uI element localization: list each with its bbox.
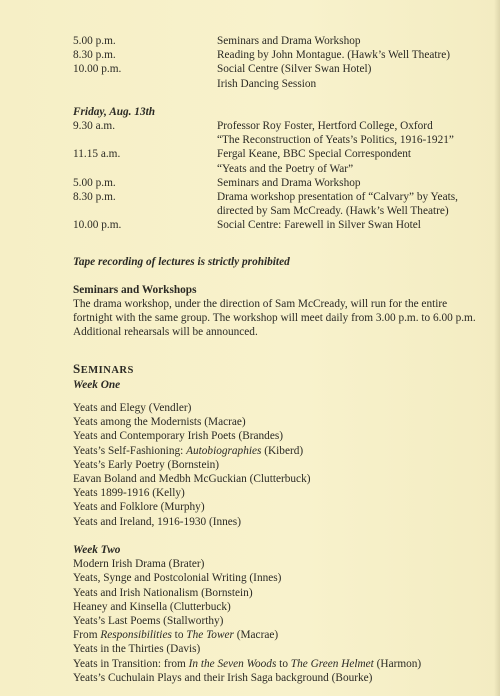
event-line: Drama workshop presentation of “Calvary” by Yeats, (217, 191, 458, 204)
event-line: directed by Sam McCready. (Hawk’s Well Theatre) (217, 205, 449, 218)
seminars-title-initial: S (73, 360, 81, 376)
workshops-paragraph: The drama workshop, under the direction of Sam McCready, will run for the entire fortnight with the same group. The workshop will meet daily from 3.00 p.m. to 6.00 p.m. Additional rehearsals will be announced. (73, 298, 476, 339)
program-content (73, 34, 483, 685)
seminar-title-italic: In the Seven Woods (188, 657, 277, 670)
recording-notice: Tape recording of lectures is strictly prohibited (73, 255, 290, 268)
seminar-item: Yeats and Irish Nationalism (Bornstein) (73, 586, 253, 599)
seminar-item: Yeats 1899-1916 (Kelly) (73, 487, 185, 500)
event-desc: Social Centre: Farewell in Silver Swan Hotel (217, 219, 421, 232)
event-time: 11.15 a.m. (73, 148, 121, 161)
seminar-text: From (73, 629, 101, 642)
week-two-list (73, 557, 483, 685)
schedule-row (73, 48, 483, 62)
event-time: 10.00 p.m. (73, 219, 122, 232)
event-time: 10.00 p.m. (73, 63, 122, 76)
seminars-title-rest: EMINARS (80, 364, 134, 376)
seminar-text: Yeats in Transition: from (73, 657, 189, 670)
event-desc: Social Centre (Silver Swan Hotel) (217, 63, 372, 76)
seminars-title (73, 362, 483, 378)
week-label: Week Two (73, 543, 121, 556)
seminar-item: Modern Irish Drama (Brater) (73, 558, 205, 571)
event-desc: Irish Dancing Session (217, 77, 317, 90)
seminar-text: (Harmon) (373, 657, 422, 670)
page-edge-shadow (494, 0, 500, 696)
event-desc: Reading by John Montague. (Hawk’s Well Theatre) (217, 49, 451, 62)
event-desc (217, 147, 483, 175)
week-label: Week One (73, 378, 121, 391)
seminar-item: Yeats and Folklore (Murphy) (73, 501, 205, 514)
event-desc (217, 119, 483, 147)
seminar-text: (Macrae) (233, 629, 279, 642)
seminar-title-italic: The Tower (186, 629, 234, 642)
event-time: 9.30 a.m. (73, 120, 116, 133)
schedule-row (73, 119, 483, 147)
seminar-text: to (276, 657, 291, 670)
event-time: 8.30 p.m. (73, 49, 116, 62)
seminar-item: Yeats in the Thirties (Davis) (73, 643, 201, 656)
seminar-item: Yeats and Contemporary Irish Poets (Brandes) (73, 430, 284, 443)
event-line: “Yeats and the Poetry of War” (217, 162, 354, 175)
seminar-text: (Kiberd) (261, 444, 304, 457)
seminar-text: to (171, 629, 187, 642)
seminar-item: Heaney and Kinsella (Clutterbuck) (73, 600, 231, 613)
seminar-title-italic: The Green Helmet (290, 657, 374, 670)
seminar-item (73, 628, 483, 642)
seminar-item: Yeats, Synge and Postcolonial Writing (Innes) (73, 572, 282, 585)
schedule-row (73, 34, 483, 48)
seminar-item: Eavan Boland and Medbh McGuckian (Clutterbuck) (73, 473, 311, 486)
seminar-item (73, 657, 483, 671)
event-line: Fergal Keane, BBC Special Correspondent (217, 148, 411, 161)
event-line: “The Reconstruction of Yeats’s Politics, 1916-1921” (217, 134, 454, 147)
event-time: 5.00 p.m. (73, 176, 116, 189)
seminar-item: Yeats’s Last Poems (Stallworthy) (73, 614, 224, 627)
schedule-row (73, 218, 483, 232)
schedule-row (73, 176, 483, 190)
schedule-top (73, 34, 483, 91)
event-desc: Seminars and Drama Workshop (217, 176, 361, 189)
seminar-title-italic: Autobiographies (186, 444, 262, 457)
seminar-title-italic: Responsibilities (100, 629, 172, 642)
schedule-row (73, 62, 483, 76)
seminar-text: Yeats’s Self-Fashioning: (73, 444, 187, 457)
seminar-item: Yeats and Elegy (Vendler) (73, 402, 192, 415)
seminar-item: Yeats among the Modernists (Macrae) (73, 416, 246, 429)
seminar-item: Yeats’s Early Poetry (Bornstein) (73, 458, 220, 471)
seminar-item: Yeats and Ireland, 1916-1930 (Innes) (73, 515, 241, 528)
schedule-row (73, 190, 483, 218)
schedule-row (73, 147, 483, 175)
schedule-row (73, 77, 483, 91)
event-desc: Seminars and Drama Workshop (217, 35, 361, 47)
workshops-heading: Seminars and Workshops (73, 283, 197, 296)
event-time: 5.00 p.m. (73, 35, 116, 47)
friday-schedule (73, 119, 483, 233)
event-desc (217, 190, 483, 218)
event-time (73, 77, 217, 91)
seminar-item: Yeats’s Cuchulain Plays and their Irish Saga background (Bourke) (73, 671, 373, 684)
week-one-list (73, 401, 483, 529)
event-line: Professor Roy Foster, Hertford College, Oxford (217, 120, 433, 133)
seminar-item (73, 444, 483, 458)
event-time: 8.30 p.m. (73, 191, 116, 204)
day-heading: Friday, Aug. 13th (73, 105, 156, 118)
